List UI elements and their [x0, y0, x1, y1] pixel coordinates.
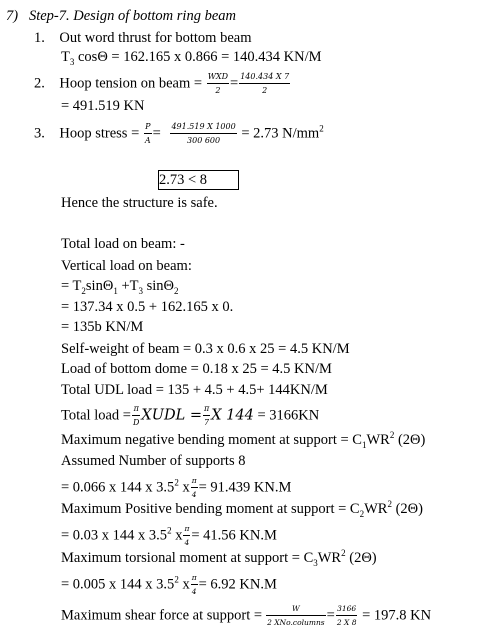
check-box	[158, 170, 239, 190]
item-2-label: Hoop tension on beam =	[59, 75, 203, 92]
total-load-line: Total load = $\frac{\pi}{D}$ XUDL = $\frac{\pi}{7}$ X 144 = 3166KN	[61, 404, 320, 427]
negative-moment-label: Maximum negative bending moment at support = $C_1WR^2$ (2Θ)	[61, 430, 426, 450]
vertical-load-formula: = $T_2\sin\Theta_1 +T_3$ sinΘ$_2$	[61, 278, 179, 296]
section-heading	[6, 8, 236, 25]
item-3-number: 3.	[34, 125, 45, 142]
torsional-moment-label: Maximum torsional moment at support = $C_3WR^2$ (2Θ)	[61, 548, 377, 568]
positive-moment-label: Maximum Positive bending moment at support = $C_2WR^2$ (2Θ)	[61, 499, 423, 519]
positive-moment-calc: = 0.03 x 144 x $3.5^2$ x $\frac{\pi}{4}$ = 41.56 KN.M	[61, 524, 277, 547]
stress-formula-fraction: $\frac{P}{A}$	[144, 122, 151, 145]
shear-formula-fraction: $\frac{W}{\text{2 XNo.columns}}$	[267, 604, 325, 627]
item-1-label: Out word thrust for bottom beam	[59, 30, 252, 46]
section-title: Step-7. Design of bottom ring beam	[28, 8, 236, 24]
pi-over-4-fraction: $\frac{\pi}{4}$	[184, 524, 190, 547]
pi-over-7-fraction: $\frac{\pi}{7}$	[203, 404, 210, 427]
torsional-moment-calc: = 0.005 x 144 x $3.5^2$ x $\frac{\pi}{4}$ = 6.92 KN.M	[61, 573, 277, 596]
vertical-load-calc: = 137.34 x 0.5 + 162.165 x 0.	[61, 299, 234, 315]
stress-values-fraction: $\frac{491.519 X 1000}{300 600}$	[171, 122, 236, 145]
pi-over-4-fraction: $\frac{\pi}{4}$	[191, 573, 197, 596]
thrust-equation: $T_3$ cosΘ = 162.165 x 0.866 = 140.434 KN/M	[61, 49, 322, 67]
hoop-tension-line: 2. Hoop tension on beam = $\frac{\text{WXD}}{2}$ = $\frac{140.434 X 7}{2}$	[34, 72, 290, 95]
shear-values-fraction: $\frac{3166}{2 X 8}$	[336, 604, 357, 627]
pi-over-4-fraction: $\frac{\pi}{4}$	[191, 476, 197, 499]
vertical-load-result: = 135b KN/M	[61, 319, 144, 335]
hoop-tension-result: = 491.519 KN	[61, 98, 145, 114]
vertical-load-title: Vertical load on beam:	[61, 258, 192, 274]
shear-force-line: Maximum shear force at support = $\frac{W}{\text{2 XNo.columns}}$ = $\frac{3166}{2 X 8}$ = 197.8 KN	[61, 604, 432, 627]
total-udl-line: Total UDL load = 135 + 4.5 + 4.5+ 144KN/M	[61, 382, 328, 398]
safe-conclusion: Hence the structure is safe.	[61, 195, 218, 211]
pi-over-d-fraction: $\frac{\pi}{D}$	[132, 404, 140, 427]
check-value: 2.73 < 8	[159, 172, 208, 188]
hoop-stress-line: 3. Hoop stress = $\frac{P}{A}$ = $\frac{491.519 X 1000}{300 600}$ = 2.73 $N/mm^2$	[34, 122, 324, 145]
section-number: 7)	[6, 8, 19, 24]
self-weight-line: Self-weight of beam = 0.3 x 0.6 x 25 = 4.5 KN/M	[61, 341, 350, 357]
item-1-number: 1.	[34, 30, 45, 46]
item-3-label: Hoop stress =	[59, 125, 140, 142]
item-2-number: 2.	[34, 75, 45, 92]
item-1-title	[34, 30, 251, 47]
supports-line: Assumed Number of supports 8	[61, 453, 246, 469]
hoop-tension-values-fraction: $\frac{140.434 X 7}{2}$	[240, 72, 290, 95]
hoop-tension-formula-fraction: $\frac{\text{WXD}}{2}$	[207, 72, 229, 95]
total-load-title: Total load on beam: -	[61, 236, 185, 252]
negative-moment-calc: = 0.066 x 144 x $3.5^2$ x $\frac{\pi}{4}$ = 91.439 KN.M	[61, 476, 292, 499]
dome-load-line: Load of bottom dome = 0.18 x 25 = 4.5 KN/M	[61, 361, 332, 377]
